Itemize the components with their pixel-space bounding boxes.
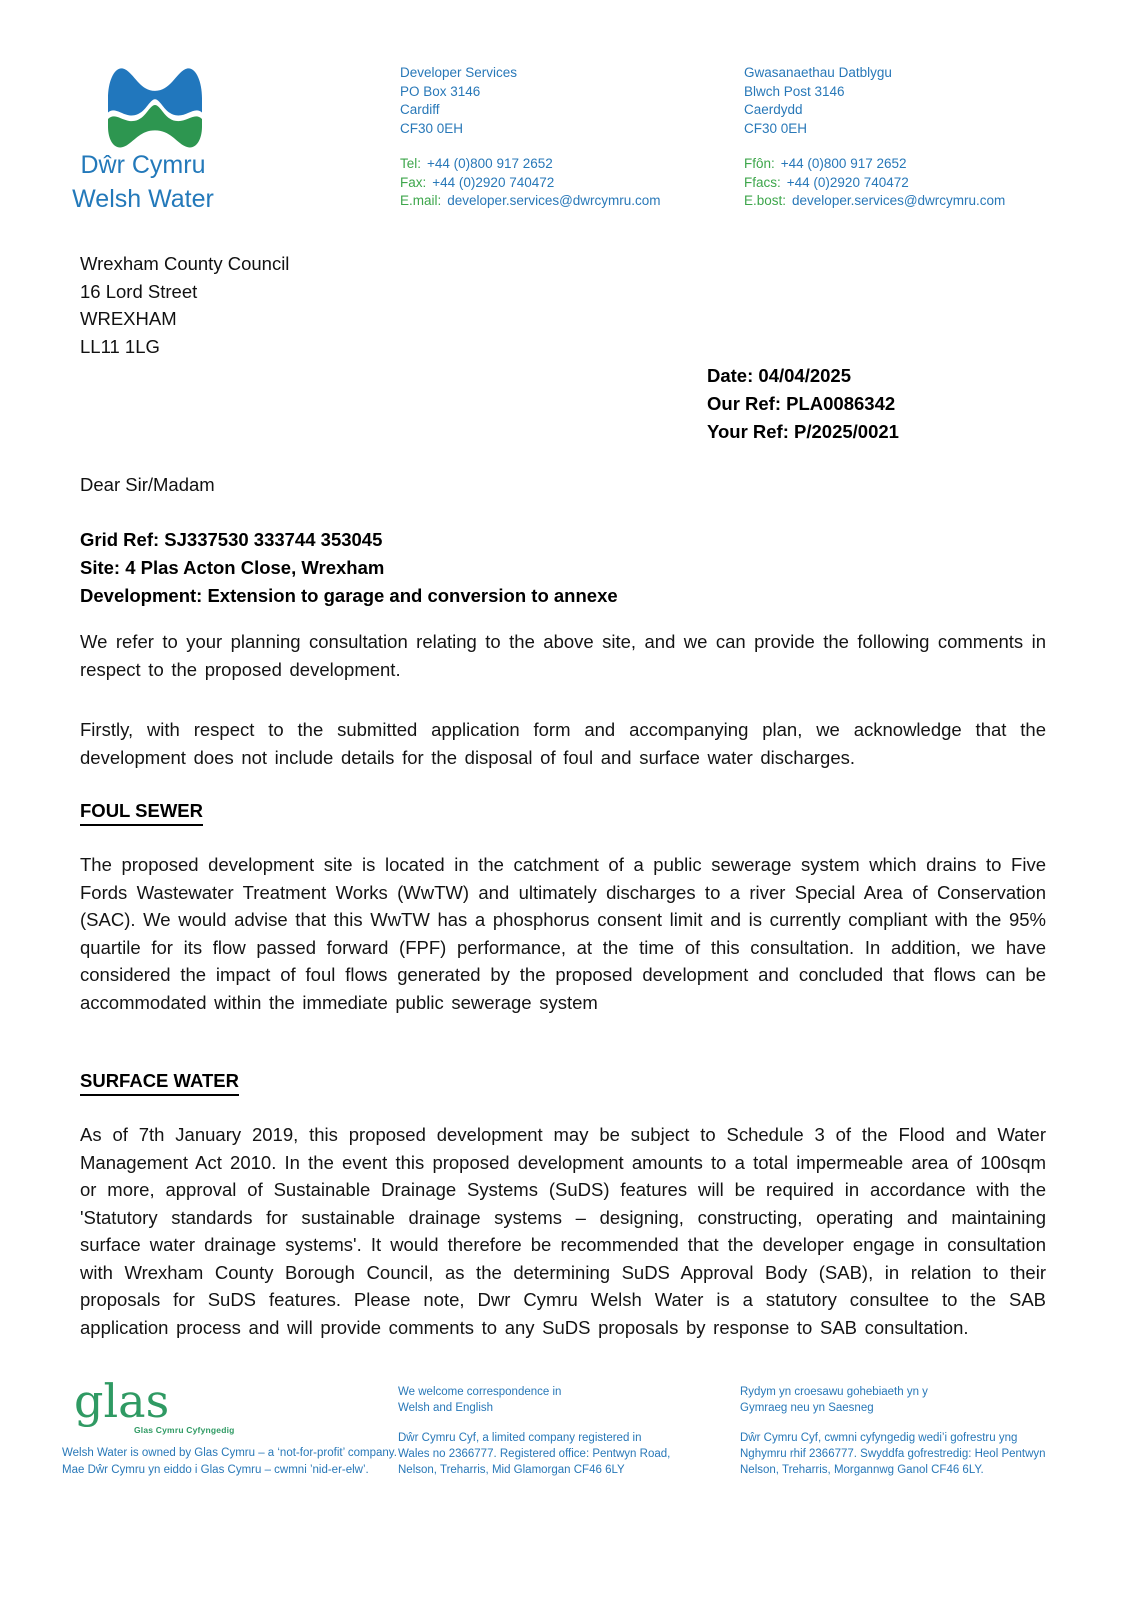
footer-company-line: Nelson, Treharris, Mid Glamorgan CF46 6LY bbox=[398, 1464, 625, 1476]
footer-company-line: Dŵr Cymru Cyf, a limited company registered in bbox=[398, 1432, 642, 1444]
reference-block bbox=[707, 362, 899, 446]
brand-name-english: Welsh Water bbox=[72, 185, 214, 213]
contact-fax bbox=[400, 174, 661, 193]
contact-fax bbox=[744, 174, 1005, 193]
ownership-line-welsh: Mae Dŵr Cymru yn eiddo i Glas Cymru – cwmni ’nid-er-elw’. bbox=[62, 1464, 369, 1476]
footer-column-english bbox=[398, 1384, 670, 1478]
footer-company-line: Nghymru rhif 2366777. Swyddfa gofrestredig: Heol Pentwyn bbox=[740, 1448, 1046, 1460]
footer-company-line: Wales no 2366777. Registered office: Pentwyn Road, bbox=[398, 1448, 671, 1460]
tel-label: Tel: bbox=[400, 156, 422, 171]
recipient-line: Wrexham County Council bbox=[80, 253, 290, 274]
contact-address-line: Cardiff bbox=[400, 102, 440, 117]
paragraph-intro: We refer to your planning consultation relating to the above site, and we can provide the following comments in respect to the proposed development. bbox=[80, 631, 1046, 680]
fax-label: Fax: bbox=[400, 174, 427, 190]
fax-value: +44 (0)2920 740472 bbox=[432, 174, 555, 190]
contact-dept: Developer Services bbox=[400, 65, 518, 80]
paragraph-firstly: Firstly, with respect to the submitted application form and accompanying plan, we acknowledge that the development does not include details for the disposal of foul and surface water discharges. bbox=[80, 719, 1046, 768]
contact-column-welsh bbox=[744, 64, 1005, 211]
brand-name-welsh: Dŵr Cymru bbox=[80, 151, 206, 179]
email-label: E.mail: bbox=[400, 193, 442, 208]
contact-tel bbox=[400, 155, 661, 174]
contact-address-line: CF30 0EH bbox=[744, 120, 808, 136]
tel-value: +44 (0)800 917 2652 bbox=[427, 156, 553, 171]
footer-welcome-line: Gymraeg neu yn Saesneg bbox=[740, 1402, 874, 1414]
email-value: developer.services@dwrcymru.com bbox=[792, 193, 1006, 208]
fax-label: Ffacs: bbox=[744, 174, 781, 190]
contact-address-line: PO Box 3146 bbox=[400, 83, 481, 99]
recipient-line: WREXHAM bbox=[80, 308, 177, 329]
your-ref: Your Ref: P/2025/0021 bbox=[707, 421, 899, 442]
ownership-line-english: Welsh Water is owned by Glas Cymru – a ‘not-for-profit’ company. bbox=[62, 1447, 397, 1459]
letter-date: Date: 04/04/2025 bbox=[707, 365, 851, 386]
footer-welcome-line: We welcome correspondence in bbox=[398, 1386, 562, 1398]
contact-tel bbox=[744, 155, 1005, 174]
contact-column-english bbox=[400, 64, 661, 211]
fax-value: +44 (0)2920 740472 bbox=[786, 174, 909, 190]
email-label: E.bost: bbox=[744, 193, 787, 208]
contact-address-line: CF30 0EH bbox=[400, 120, 464, 136]
footer-company-line: Dŵr Cymru Cyf, cwmni cyfyngedig wedi’i gofrestru yng bbox=[740, 1432, 1018, 1444]
ownership-note bbox=[62, 1445, 397, 1479]
contact-email bbox=[744, 192, 1005, 211]
contact-dept: Gwasanaethau Datblygu bbox=[744, 65, 892, 80]
heading-foul-sewer: FOUL SEWER bbox=[80, 800, 203, 826]
glas-logo-subtext: Glas Cymru Cyfyngedig bbox=[134, 1425, 235, 1435]
footer-welcome-line: Welsh and English bbox=[398, 1402, 494, 1414]
development: Development: Extension to garage and conversion to annexe bbox=[80, 585, 618, 606]
tel-label: Ffôn: bbox=[744, 156, 775, 171]
site: Site: 4 Plas Acton Close, Wrexham bbox=[80, 557, 385, 578]
salutation: Dear Sir/Madam bbox=[80, 474, 215, 495]
subject-block bbox=[80, 526, 618, 610]
recipient-address bbox=[80, 250, 289, 360]
contact-address-line: Blwch Post 3146 bbox=[744, 83, 845, 99]
paragraph-surface-water: As of 7th January 2019, this proposed development may be subject to Schedule 3 of the Flood and Water Management Act 2010. In the event this proposed development amounts to a total impermeable area of 100sqm or more, approval of Sustainable Drainage Systems (SuDS) features will be required in accordance with the 'Statutory standards for sustainable drainage systems – designing, constructing, operating and maintaining surface water drainage systems'. It would therefore be recommended that the developer engage in consultation with Wrexham County Borough Council, as the determining SuDS Approval Body (SAB), in relation to their proposals for SuDS features. Please note, Dwr Cymru Welsh Water is a statutory consultee to the SAB application process and will provide comments to any SuDS proposals by response to SAB consultation. bbox=[80, 1124, 1046, 1338]
glas-logo-icon: glas bbox=[74, 1374, 170, 1428]
paragraph-foul-sewer: The proposed development site is located in the catchment of a public sewerage system which drains to Five Fords Wastewater Treatment Works (WwTW) and ultimately discharges to a river Special Area of Conservation (SAC). We would advise that this WwTW has a phosphorus consent limit and is currently compliant with the 95% quartile for its flow passed forward (FPF) performance, at the time of this consultation. In addition, we have considered the impact of foul flows generated by the proposed development and concluded that flows can be accommodated within the immediate public sewerage system bbox=[80, 854, 1046, 1013]
glas-cymru-logo bbox=[74, 1374, 235, 1435]
recipient-line: LL11 1LG bbox=[80, 335, 160, 357]
our-ref: Our Ref: PLA0086342 bbox=[707, 393, 896, 414]
brand-name bbox=[48, 148, 238, 216]
email-value: developer.services@dwrcymru.com bbox=[447, 193, 661, 208]
footer-welcome-line: Rydym yn croesawu gohebiaeth yn y bbox=[740, 1386, 928, 1398]
contact-address-line: Caerdydd bbox=[744, 102, 803, 117]
recipient-line: 16 Lord Street bbox=[80, 280, 198, 302]
heading-surface-water: SURFACE WATER bbox=[80, 1070, 239, 1096]
contact-email bbox=[400, 192, 661, 211]
grid-ref: Grid Ref: SJ337530 333744 353045 bbox=[80, 529, 383, 550]
footer-column-welsh bbox=[740, 1384, 1046, 1478]
footer-company-line: Nelson, Treharris, Morgannwg Ganol CF46 6LY. bbox=[740, 1464, 984, 1476]
welsh-water-wave-logo-icon bbox=[96, 57, 214, 151]
tel-value: +44 (0)800 917 2652 bbox=[780, 156, 907, 171]
